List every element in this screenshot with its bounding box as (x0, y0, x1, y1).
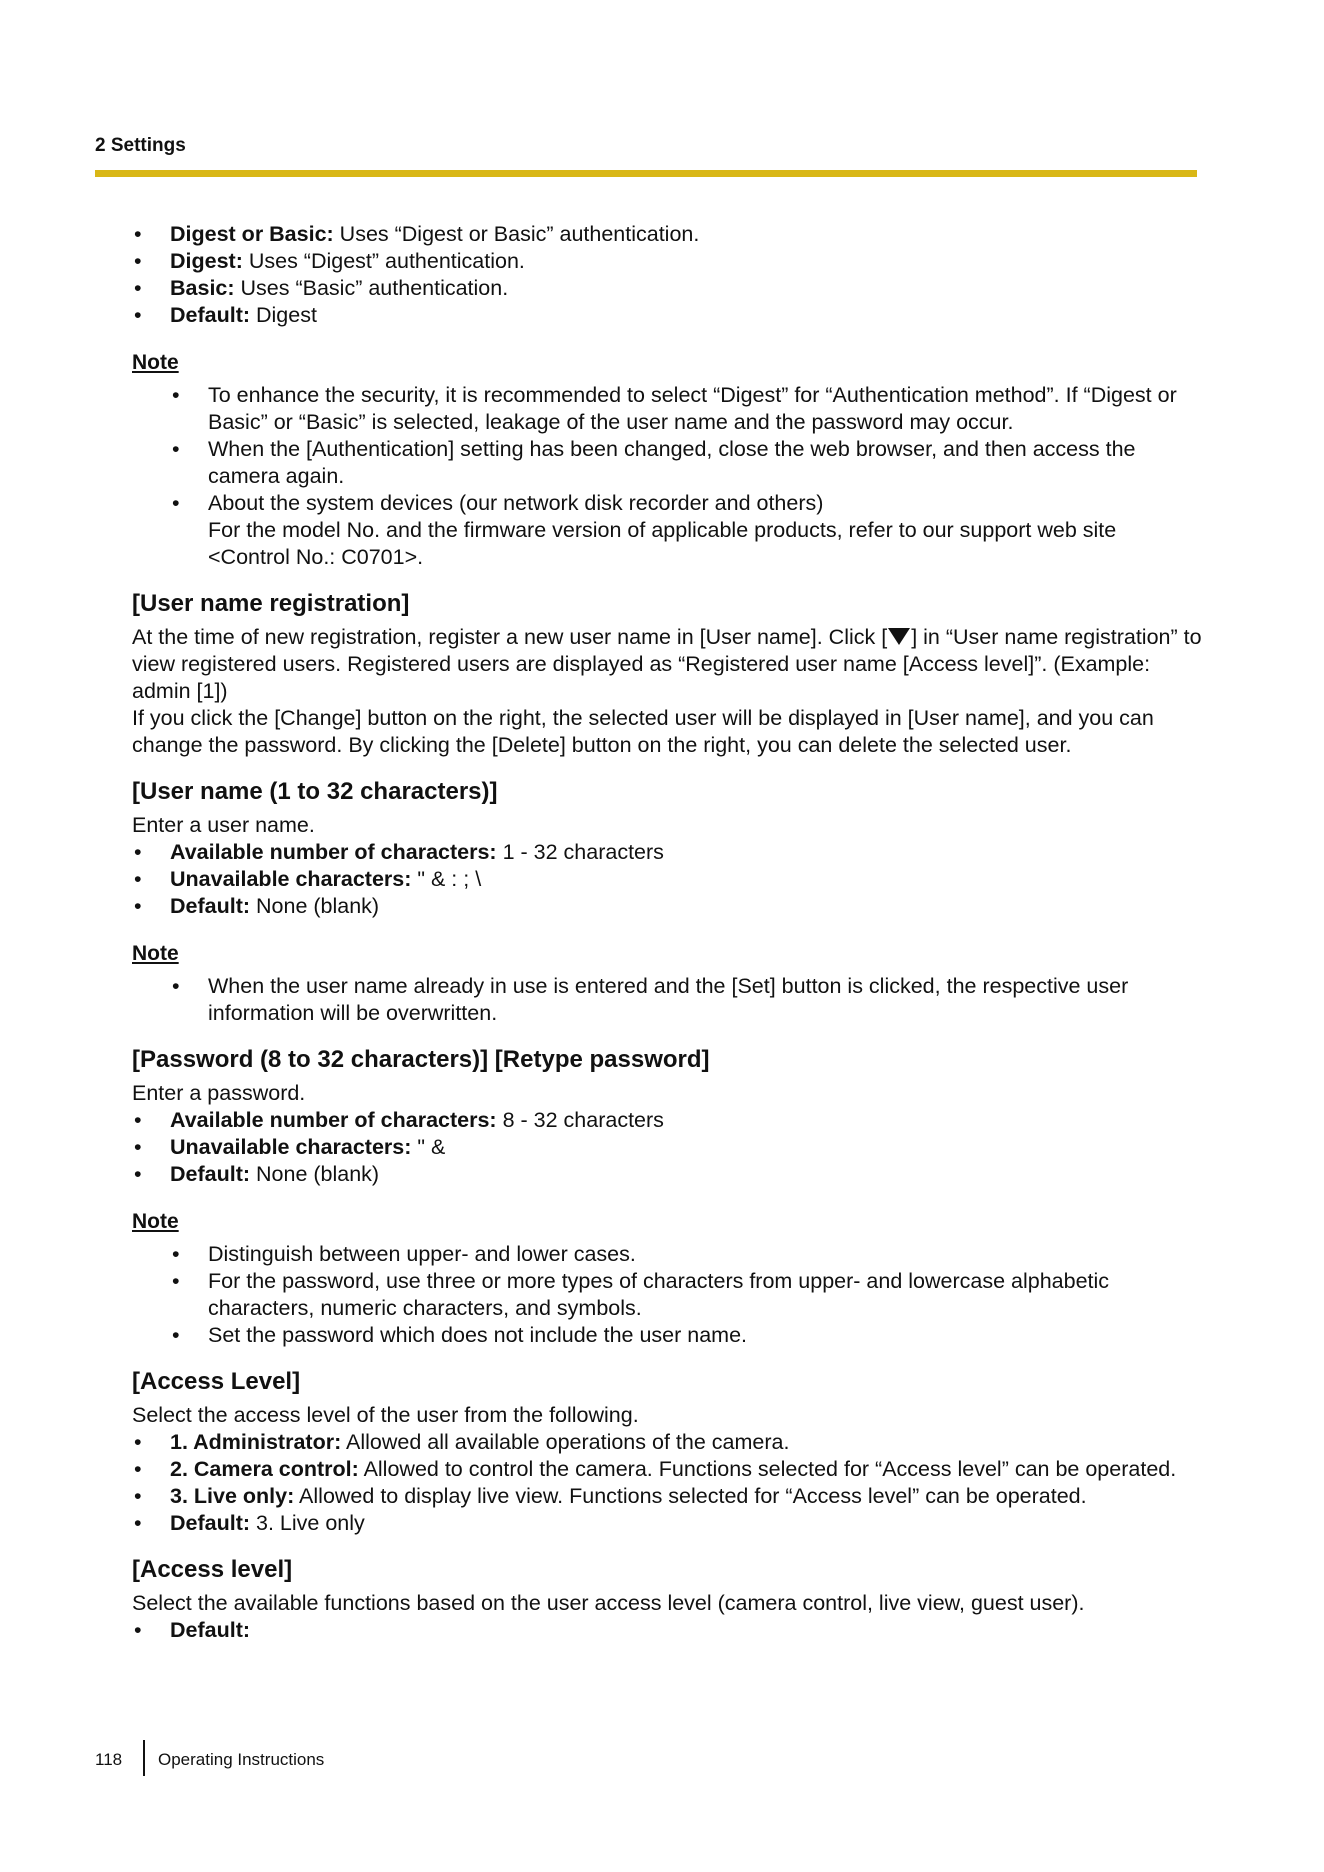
page-number: 118 (95, 1750, 123, 1769)
paragraph: If you click the [Change] button on the right, the selected user will be displayed in [User name], and you can change the password. By clicking the [Delete] button on the right, you can delete the selected user. (132, 706, 1154, 757)
note-list (132, 1241, 1202, 1349)
section-heading-password: [Password (8 to 32 characters)] [Retype password] (132, 1046, 710, 1073)
list-item: • 1. Administrator: Allowed all available operations of the camera. (132, 1429, 1202, 1456)
note-list (132, 382, 1202, 571)
paragraph: Enter a user name. (132, 813, 315, 837)
access-functions-list (132, 1617, 1202, 1644)
section-heading-user-name: [User name (1 to 32 characters)] (132, 778, 498, 805)
section-heading-access-level: [Access Level] (132, 1368, 301, 1395)
paragraph: At the time of new registration, register a new user name in [User name]. Click [ ] in “User name registration” to view registered users. Registered users are displayed as “Registered user name [Access level]”. (Example: admin [1]) (132, 625, 1202, 703)
list-item: • Digest: Uses “Digest” authentication. (132, 248, 1202, 275)
section-heading-user-registration: [User name registration] (132, 590, 410, 617)
list-item: • When the user name already in use is entered and the [Set] button is clicked, the respective user information will be overwritten. (170, 973, 1202, 1027)
list-item: • 2. Camera control: Allowed to control the camera. Functions selected for “Access level” can be operated. (132, 1456, 1202, 1483)
list-item: • Default: Digest (132, 302, 1202, 329)
note-list (132, 973, 1202, 1027)
password-list (132, 1107, 1202, 1188)
page-content (132, 221, 1202, 1644)
list-item: • Default: None (blank) (132, 893, 1202, 920)
list-item: • Set the password which does not include the user name. (170, 1322, 1202, 1349)
auth-options-list (132, 221, 1202, 329)
list-item: • Available number of characters: 8 - 32 characters (132, 1107, 1202, 1134)
list-item: • Unavailable characters: " & : ; \ (132, 866, 1202, 893)
section-heading-access-level-functions: [Access level] (132, 1556, 293, 1583)
note-heading: Note (132, 942, 179, 965)
footer-divider (143, 1740, 145, 1776)
list-item: • Available number of characters: 1 - 32 characters (132, 839, 1202, 866)
list-item: • Distinguish between upper- and lower cases. (170, 1241, 1202, 1268)
header-rule (95, 170, 1197, 177)
list-item: • Unavailable characters: " & (132, 1134, 1202, 1161)
user-name-list (132, 839, 1202, 920)
list-item: • About the system devices (our network disk recorder and others) For the model No. and the firmware version of applicable products, refer to our support web site <Control No.: C0701>. (170, 490, 1202, 571)
list-item: • 3. Live only: Allowed to display live view. Functions selected for “Access level” can be operated. (132, 1483, 1202, 1510)
list-item: • For the password, use three or more types of characters from upper- and lowercase alphabetic characters, numeric characters, and symbols. (170, 1268, 1202, 1322)
triangle-down-icon (888, 628, 910, 645)
paragraph: Enter a password. (132, 1081, 306, 1105)
list-item: • Digest or Basic: Uses “Digest or Basic” authentication. (132, 221, 1202, 248)
list-item: • Default: 3. Live only (132, 1510, 1202, 1537)
access-level-list (132, 1429, 1202, 1537)
list-item: • Basic: Uses “Basic” authentication. (132, 275, 1202, 302)
note-heading: Note (132, 1210, 179, 1233)
list-item: • Default: None (blank) (132, 1161, 1202, 1188)
list-item: • Default: (132, 1617, 1202, 1644)
section-title: 2 Settings (95, 135, 186, 156)
note-heading: Note (132, 351, 179, 374)
list-item: • To enhance the security, it is recommended to select “Digest” for “Authentication method”. If “Digest or Basic” or “Basic” is selected, leakage of the user name and the password may occur. (170, 382, 1202, 436)
paragraph: Select the available functions based on the user access level (camera control, live view, guest user). (132, 1591, 1085, 1615)
list-item: • When the [Authentication] setting has been changed, close the web browser, and then access the camera again. (170, 436, 1202, 490)
document-title: Operating Instructions (158, 1750, 325, 1769)
paragraph: Select the access level of the user from the following. (132, 1403, 639, 1427)
